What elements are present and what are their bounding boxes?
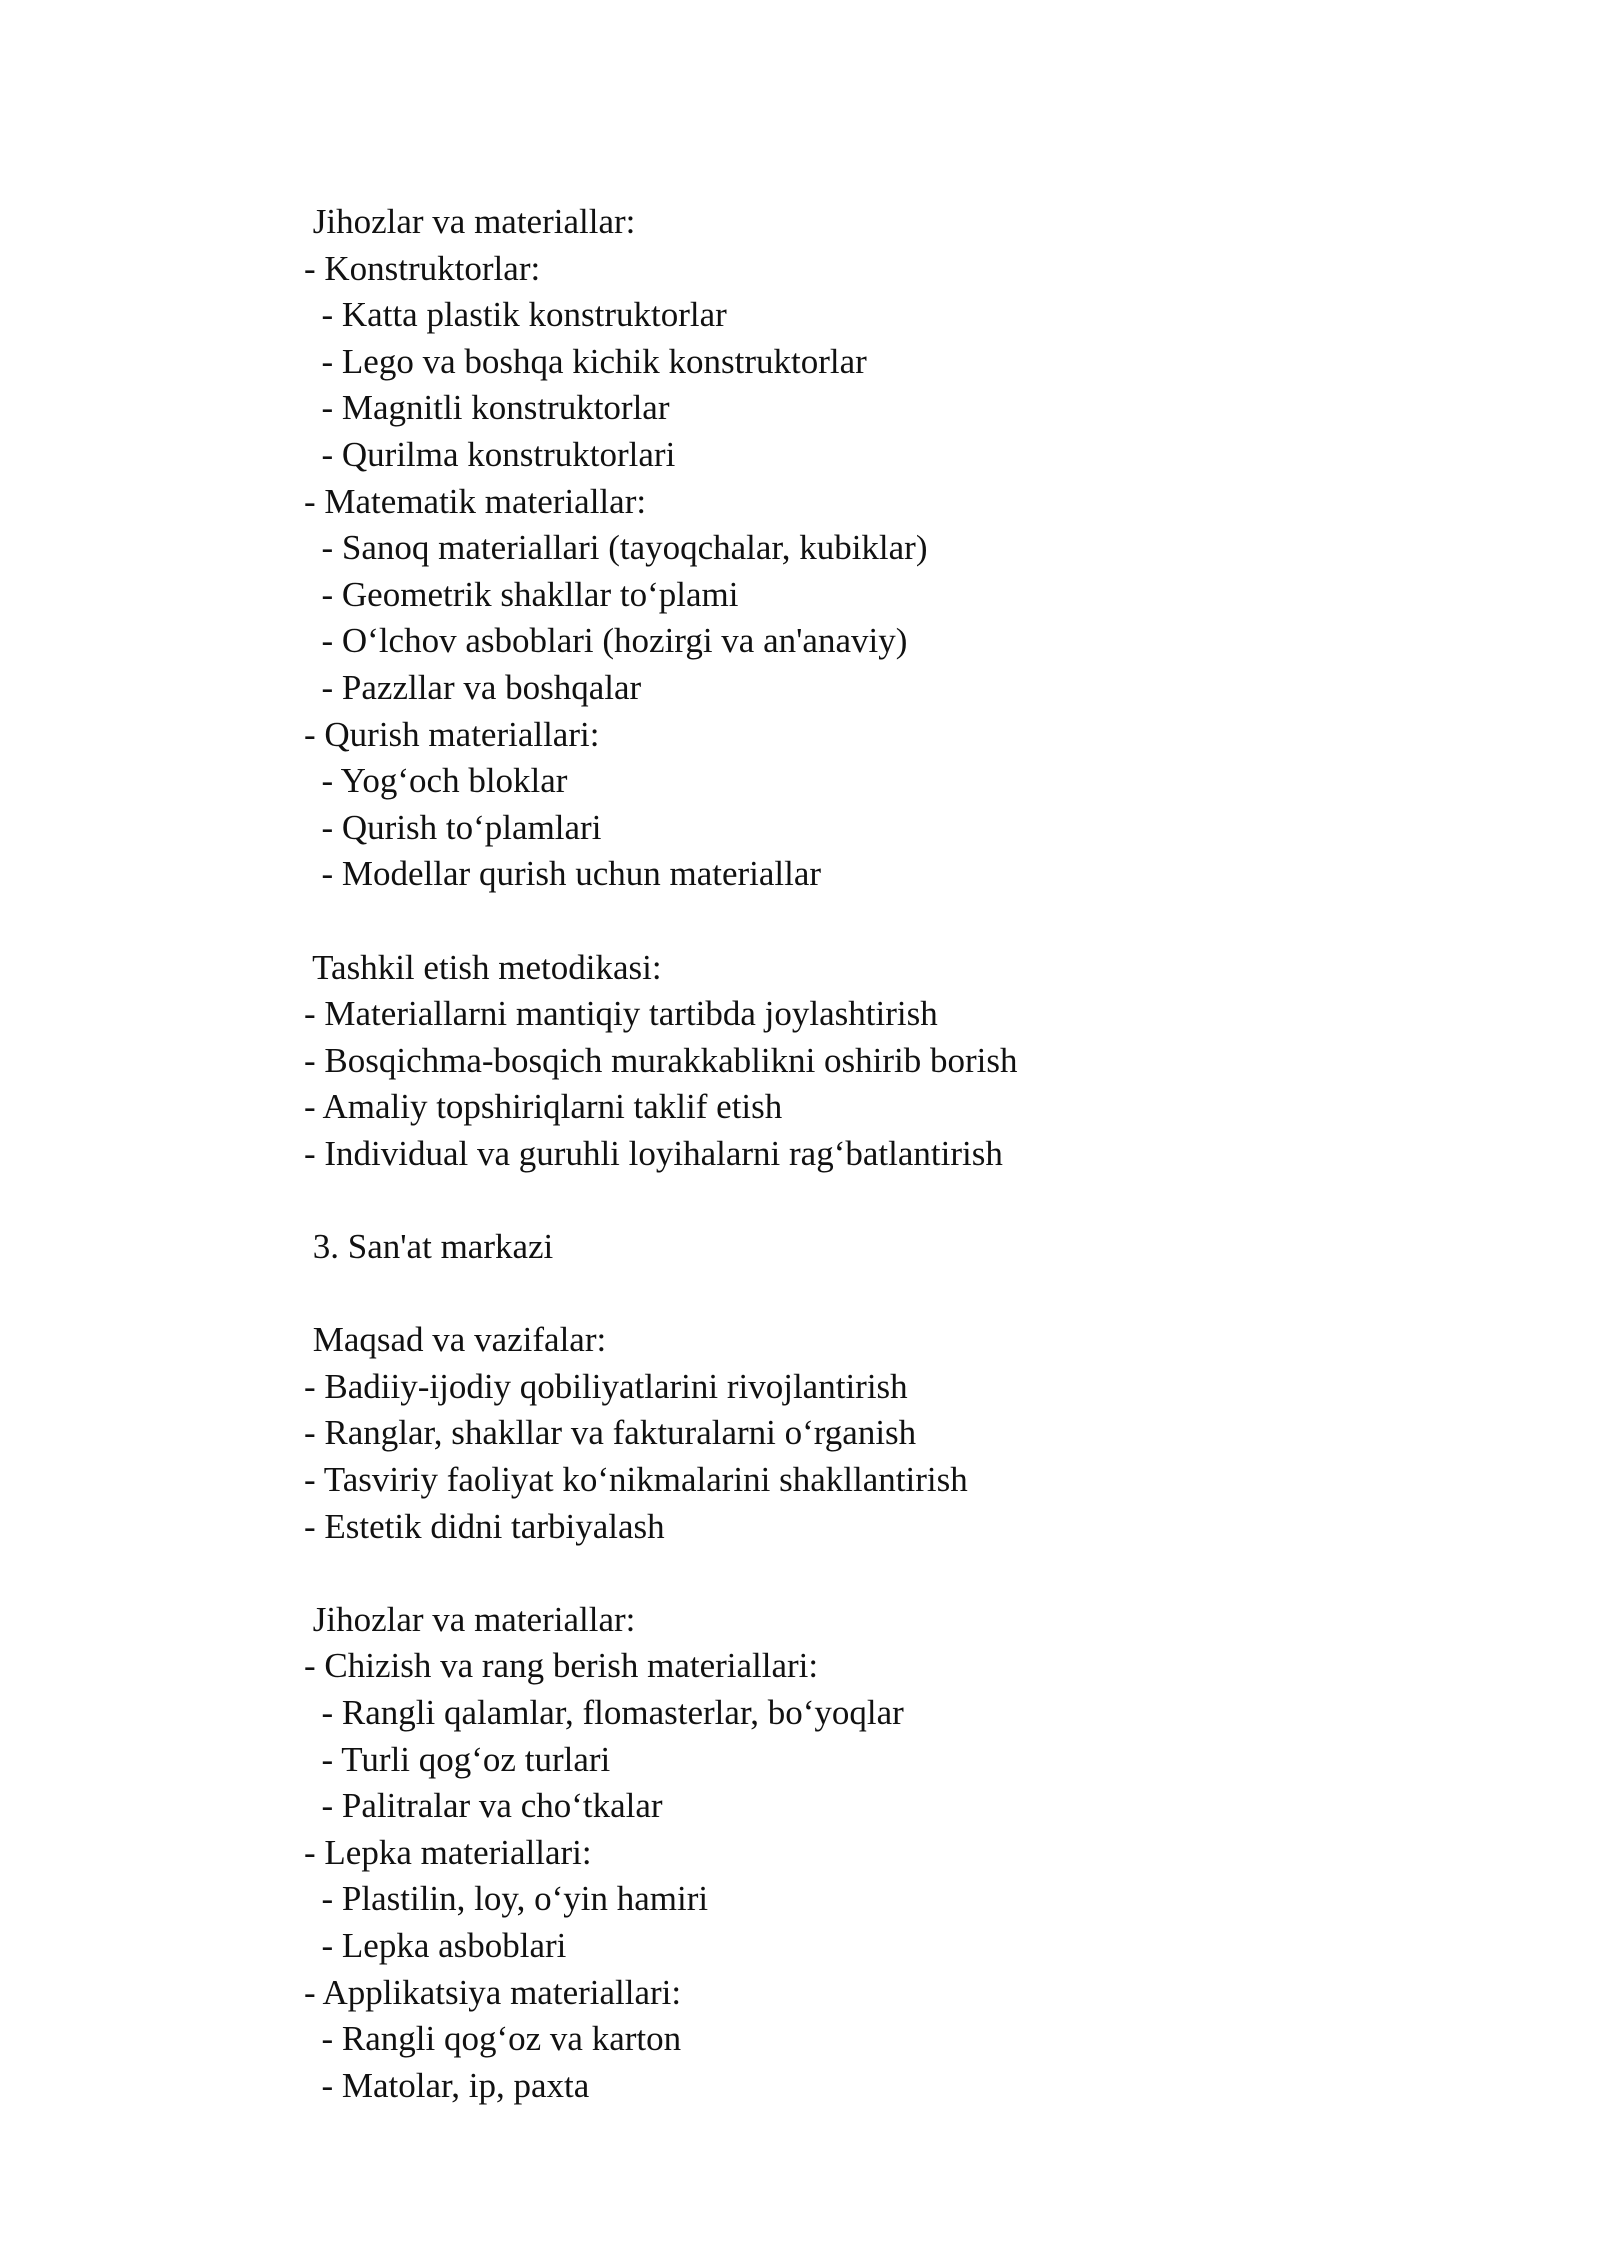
list-item: - Materiallarni mantiqiy tartibda joylashtirish bbox=[304, 994, 938, 1034]
blank-line bbox=[304, 1177, 1404, 1224]
sub-list-item: - Turli qog‘oz turlari bbox=[304, 1739, 611, 1779]
sub-list-item: - Qurilma konstruktorlari bbox=[304, 434, 676, 474]
list-item: - Tasviriy faoliyat ko‘nikmalarini shakllantirish bbox=[304, 1460, 968, 1500]
list-item: - Applikatsiya materiallari: bbox=[304, 1972, 682, 2012]
list-item: - Estetik didni tarbiyalash bbox=[304, 1506, 665, 1546]
list-item: - Individual va guruhli loyihalarni rag‘batlantirish bbox=[304, 1133, 1003, 1173]
sub-list-item: - O‘lchov asboblari (hozirgi va an'anaviy) bbox=[304, 621, 908, 661]
sub-list-item: - Qurish to‘plamlari bbox=[304, 807, 602, 847]
sub-list-item: - Matolar, ip, paxta bbox=[304, 2065, 590, 2105]
sub-list-item: - Geometrik shakllar to‘plami bbox=[304, 574, 739, 614]
list-item: - Lepka materiallari: bbox=[304, 1832, 592, 1872]
list-item: - Ranglar, shakllar va fakturalarni o‘rganish bbox=[304, 1413, 917, 1453]
sub-list-item: - Palitralar va cho‘tkalar bbox=[304, 1786, 663, 1826]
section-heading: Jihozlar va materiallar: bbox=[304, 202, 636, 241]
sub-list-item: - Katta plastik konstruktorlar bbox=[304, 295, 727, 335]
list-item: - Amaliy topshiriqlarni taklif etish bbox=[304, 1087, 783, 1127]
blank-line bbox=[304, 1550, 1404, 1597]
sub-list-item: - Rangli qog‘oz va karton bbox=[304, 2019, 682, 2059]
list-item: - Qurish materiallari: bbox=[304, 714, 600, 754]
section-heading: Tashkil etish metodikasi: bbox=[304, 947, 662, 987]
sub-list-item: - Pazzllar va boshqalar bbox=[304, 667, 642, 707]
sub-list-item: - Lepka asboblari bbox=[304, 1925, 567, 1965]
sub-list-item: - Lego va boshqa kichik konstruktorlar bbox=[304, 341, 867, 381]
document-body bbox=[304, 199, 1404, 2109]
list-item: - Konstruktorlar: bbox=[304, 248, 541, 288]
sub-list-item: - Sanoq materiallari (tayoqchalar, kubiklar) bbox=[304, 528, 928, 568]
list-item: - Chizish va rang berish materiallari: bbox=[304, 1646, 819, 1686]
section-heading: 3. San'at markazi bbox=[304, 1227, 554, 1267]
sub-list-item: - Plastilin, loy, o‘yin hamiri bbox=[304, 1879, 709, 1919]
section-heading: Maqsad va vazifalar: bbox=[304, 1320, 607, 1360]
blank-line bbox=[304, 1271, 1404, 1318]
section-heading: Jihozlar va materiallar: bbox=[304, 1599, 636, 1639]
list-item: - Matematik materiallar: bbox=[304, 481, 647, 521]
list-item: - Bosqichma-bosqich murakkablikni oshirib borish bbox=[304, 1040, 1018, 1080]
sub-list-item: - Yog‘och bloklar bbox=[304, 761, 568, 801]
sub-list-item: - Modellar qurish uchun materiallar bbox=[304, 854, 822, 894]
sub-list-item: - Rangli qalamlar, flomasterlar, bo‘yoqlar bbox=[304, 1693, 904, 1732]
list-item: - Badiiy-ijodiy qobiliyatlarini rivojlantirish bbox=[304, 1366, 908, 1406]
sub-list-item: - Magnitli konstruktorlar bbox=[304, 388, 670, 428]
blank-line bbox=[304, 898, 1404, 945]
